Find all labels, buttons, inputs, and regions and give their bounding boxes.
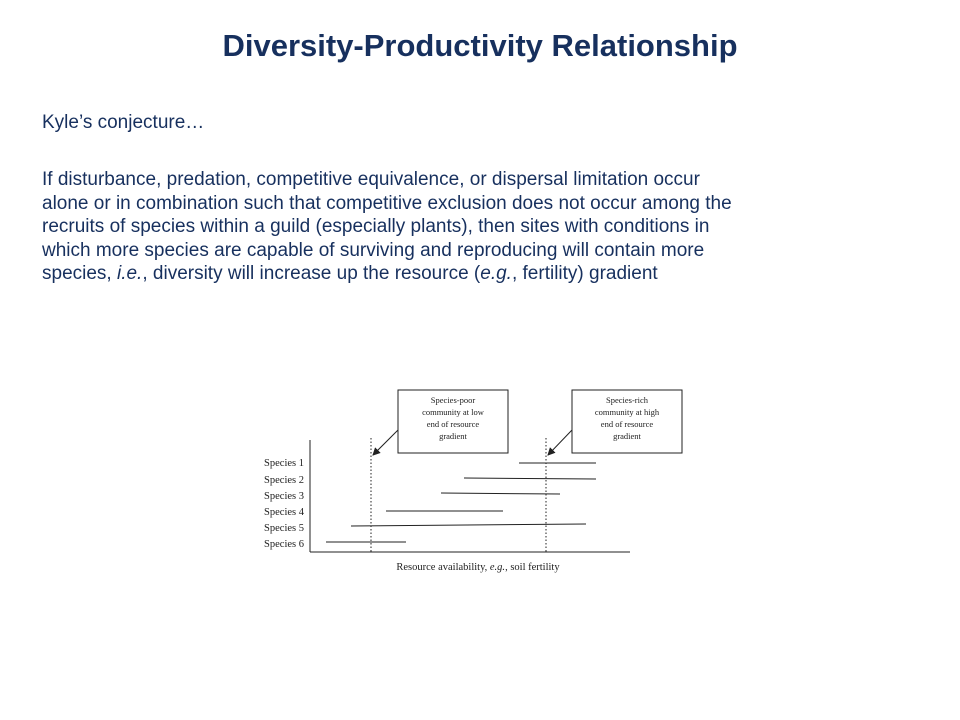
species-rich-callout-line-3: end of resource bbox=[600, 419, 654, 429]
species-4-label: Species 4 bbox=[264, 507, 304, 518]
species-2-range bbox=[464, 478, 596, 479]
species-3-label: Species 3 bbox=[264, 491, 304, 502]
species-poor-callout bbox=[398, 390, 508, 453]
species-poor-callout-line-1: Species-poor bbox=[430, 395, 476, 405]
species-rich-callout-line-2: community at high bbox=[594, 407, 660, 417]
paragraph-line-2: alone or in combination such that competitive exclusion does not occur among the bbox=[42, 192, 732, 214]
species-rich-arrow bbox=[548, 430, 572, 455]
species-poor-callout-line-3: end of resource bbox=[426, 419, 480, 429]
species-3-range bbox=[441, 493, 560, 494]
paragraph-line-5: species, i.e., diversity will increase up the resource (e.g., fertility) gradient bbox=[42, 263, 658, 284]
species-rich-callout-line-1: Species-rich bbox=[605, 395, 649, 405]
species-rich-callout-line-4: gradient bbox=[613, 431, 641, 441]
paragraph-line-1: If disturbance, predation, competitive equivalence, or dispersal limitation occur bbox=[42, 169, 700, 190]
species-poor-arrow bbox=[373, 430, 398, 455]
species-poor-callout-line-2: community at low bbox=[422, 407, 484, 417]
species-5-label: Species 5 bbox=[264, 523, 304, 534]
paragraph-line-3: recruits of species within a guild (especially plants), then sites with conditions in bbox=[42, 216, 710, 237]
species-5-range bbox=[351, 524, 586, 526]
species-rich-callout bbox=[572, 390, 682, 453]
x-axis-label: Resource availability, e.g., soil fertility bbox=[396, 562, 560, 573]
slide-subtitle: Kyle’s conjecture… bbox=[42, 112, 205, 133]
slide-title: Diversity-Productivity Relationship bbox=[222, 28, 738, 63]
paragraph-line-4: which more species are capable of surviving and reproducing will contain more bbox=[42, 239, 705, 261]
species-poor-callout-line-4: gradient bbox=[439, 431, 467, 441]
species-6-label: Species 6 bbox=[264, 539, 304, 550]
species-1-label: Species 1 bbox=[264, 458, 304, 469]
species-2-label: Species 2 bbox=[264, 475, 304, 486]
